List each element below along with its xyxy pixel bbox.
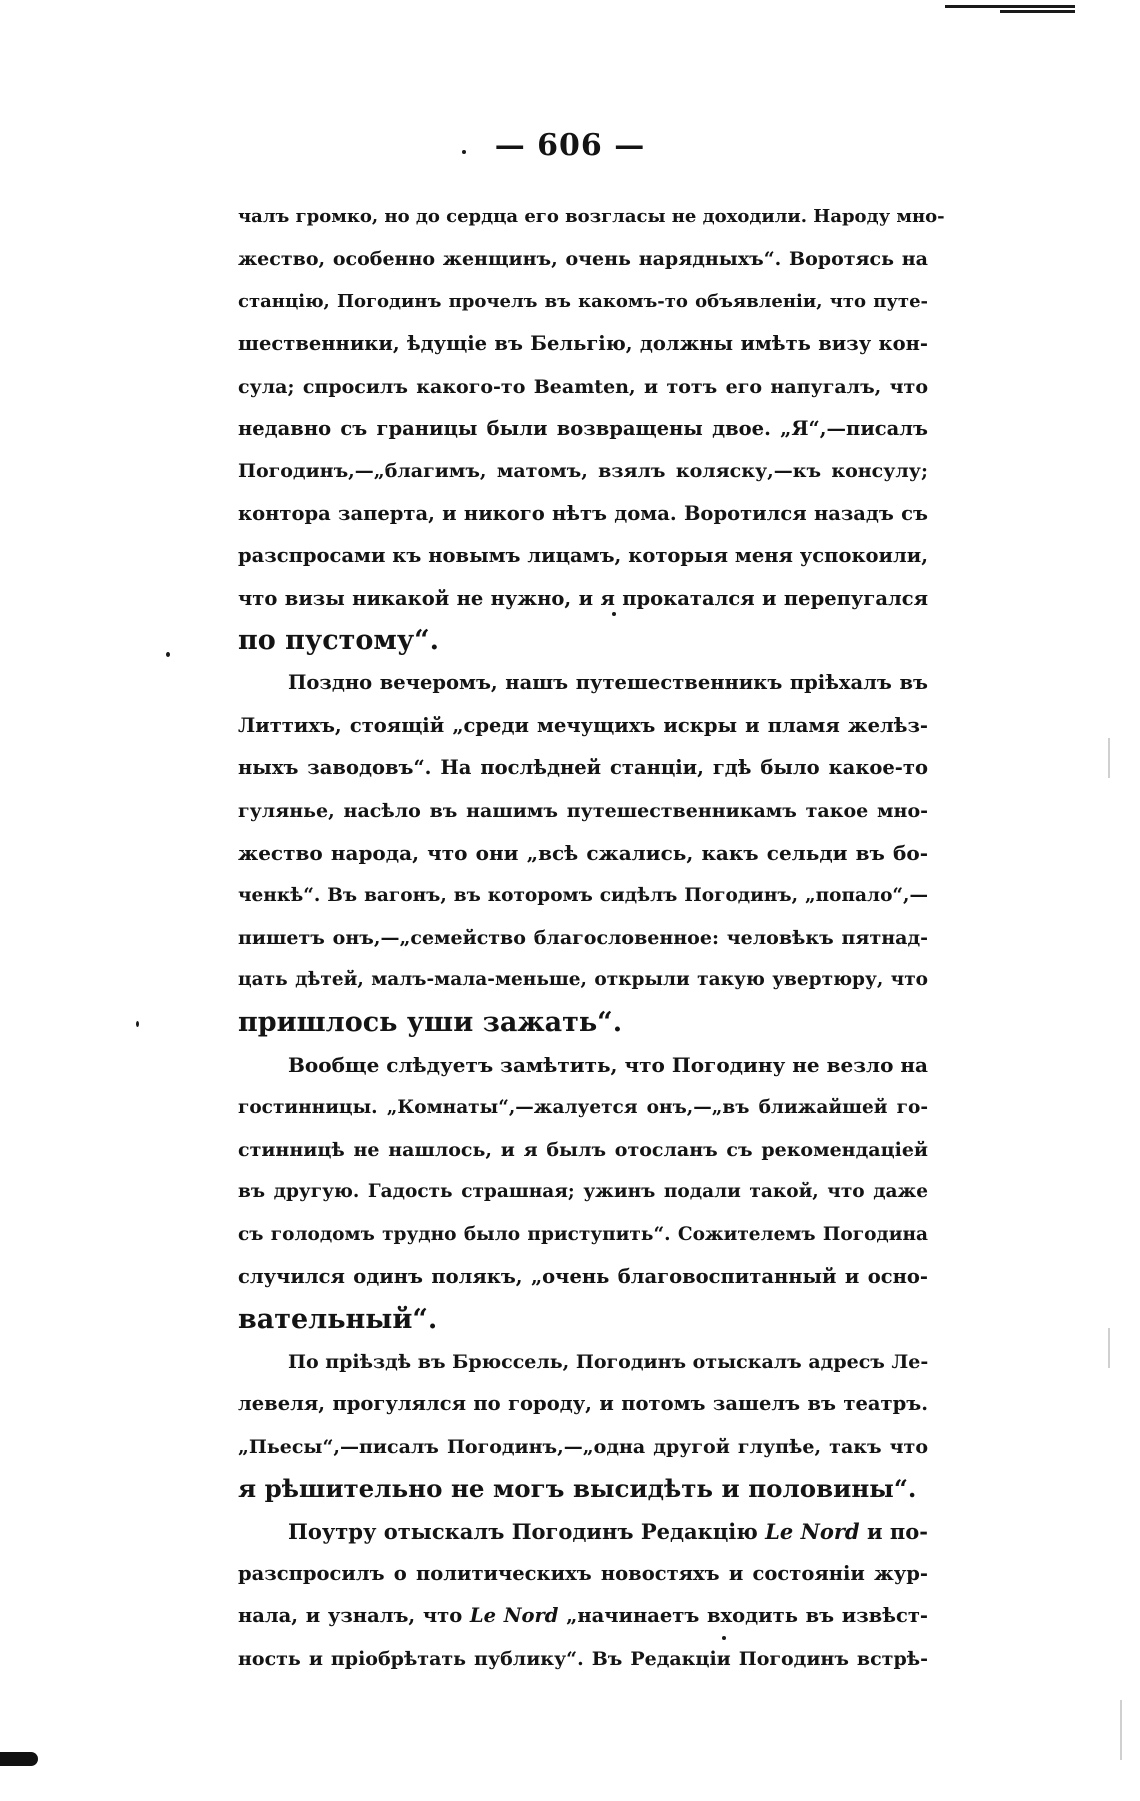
text-line: съ голодомъ трудно было приступить“. Сожителемъ Погодина — [238, 1223, 928, 1245]
text-line: пишетъ онъ,—„семейство благословенное: человѣкъ пятнад- — [238, 926, 928, 949]
text-line: ныхъ заводовъ“. На послѣдней станціи, гдѣ было какое-то — [238, 756, 928, 780]
page-number: — 606 — — [494, 128, 646, 163]
text-line: „Пьесы“,—писалъ Погодинъ,—„одна другой глупѣе, такъ что — [238, 1435, 928, 1458]
text-line: станцію, Погодинъ прочелъ въ какомъ-то объявленіи, что путе- — [238, 290, 928, 312]
scan-artifact-rule — [1000, 10, 1075, 13]
text-line: Литтихъ, стоящій „среди мечущихъ искры и пламя желѣз- — [238, 713, 928, 737]
scan-speck — [166, 652, 170, 657]
text-line: въ другую. Гадость страшная; ужинъ подали такой, что даже — [238, 1181, 928, 1203]
text-line: ность и пріобрѣтать публику“. Въ Редакціи Погодинъ встрѣ- — [238, 1647, 928, 1670]
text-line: разспросилъ о политическихъ новостяхъ и состояніи жур- — [238, 1562, 928, 1585]
scan-speck — [722, 1636, 726, 1640]
newspaper-title: Le Nord — [469, 1604, 559, 1628]
text-line: пришлось уши зажать“. — [238, 1006, 623, 1038]
scan-edge-line — [1108, 738, 1110, 778]
text-line: левеля, прогулялся по городу, и потомъ зашелъ въ театръ. — [238, 1392, 928, 1416]
text-line: гостинницы. „Комнаты“,—жалуется онъ,—„въ ближайшей го- — [238, 1096, 928, 1118]
scan-edge-line — [1120, 1700, 1122, 1760]
text-line: гулянье, насѣло въ нашимъ путешественникамъ такое мно- — [238, 799, 928, 822]
text-line: разспросами къ новымъ лицамъ, которыя меня успокоили, — [238, 544, 928, 568]
text-line: я рѣшительно не могъ высидѣть и половины“. — [238, 1474, 917, 1504]
text-line: ченкѣ“. Въ вагонъ, въ которомъ сидѣлъ Погодинъ, „попало“,— — [238, 884, 928, 906]
text-line: по пустому“. — [238, 625, 440, 657]
text-line: случился одинъ полякъ, „очень благовоспитанный и осно- — [238, 1265, 928, 1289]
text-line: жество народа, что они „всѣ сжались, какъ сельди въ бо- — [238, 841, 928, 866]
text-line: Вообще слѣдуетъ замѣтить, что Погодину не везло на — [288, 1053, 928, 1078]
text-line: вательный“. — [238, 1303, 438, 1335]
scan-artifact-rule — [945, 5, 1075, 8]
text-line: стинницѣ не нашлось, и я былъ отосланъ съ рекомендаціей — [238, 1138, 928, 1161]
scan-edge-line — [1108, 1328, 1110, 1368]
scan-speck — [612, 612, 616, 616]
text-line: жество, особенно женщинъ, очень нарядныхъ“. Воротясь на — [238, 248, 928, 271]
text-line: Поздно вечеромъ, нашъ путешественникъ пріѣхалъ въ — [288, 671, 928, 695]
text-line: сула; спросилъ какого-то Beamten, и тотъ его напугалъ, что — [238, 375, 928, 398]
scan-speck — [462, 150, 466, 154]
newspaper-title: Le Nord — [765, 1518, 860, 1544]
text-line: нала, и узналъ, что Le Nord „начинаетъ входить въ извѣст- — [238, 1604, 928, 1628]
text-line: недавно съ границы были возвращены двое. „Я“,—писалъ — [238, 417, 928, 441]
text-line: шественники, ѣдущіе въ Бельгію, должны имѣть визу кон- — [238, 332, 928, 356]
text-line: Поутру отыскалъ Погодинъ Редакцію Le Nord и по- — [288, 1518, 929, 1544]
text-line: что визы никакой не нужно, и я прокатался и перепугался — [238, 586, 928, 610]
text-line: контора заперта, и никого нѣтъ дома. Воротился назадъ съ — [238, 501, 928, 525]
text-line: Погодинъ,—„благимъ, матомъ, взялъ коляску,—къ консулу; — [238, 460, 928, 483]
scan-artifact-mark — [0, 1752, 38, 1766]
scan-speck — [136, 1021, 139, 1027]
text-line: цать дѣтей, малъ-мала-меньше, открыли такую увертюру, что — [238, 969, 928, 991]
text-line: По пріѣздѣ въ Брюссель, Погодинъ отыскалъ адресъ Ле- — [288, 1350, 929, 1373]
body-text — [238, 196, 945, 1680]
text-line: чалъ громко, но до сердца его возгласы не доходили. Народу мно- — [238, 206, 945, 227]
